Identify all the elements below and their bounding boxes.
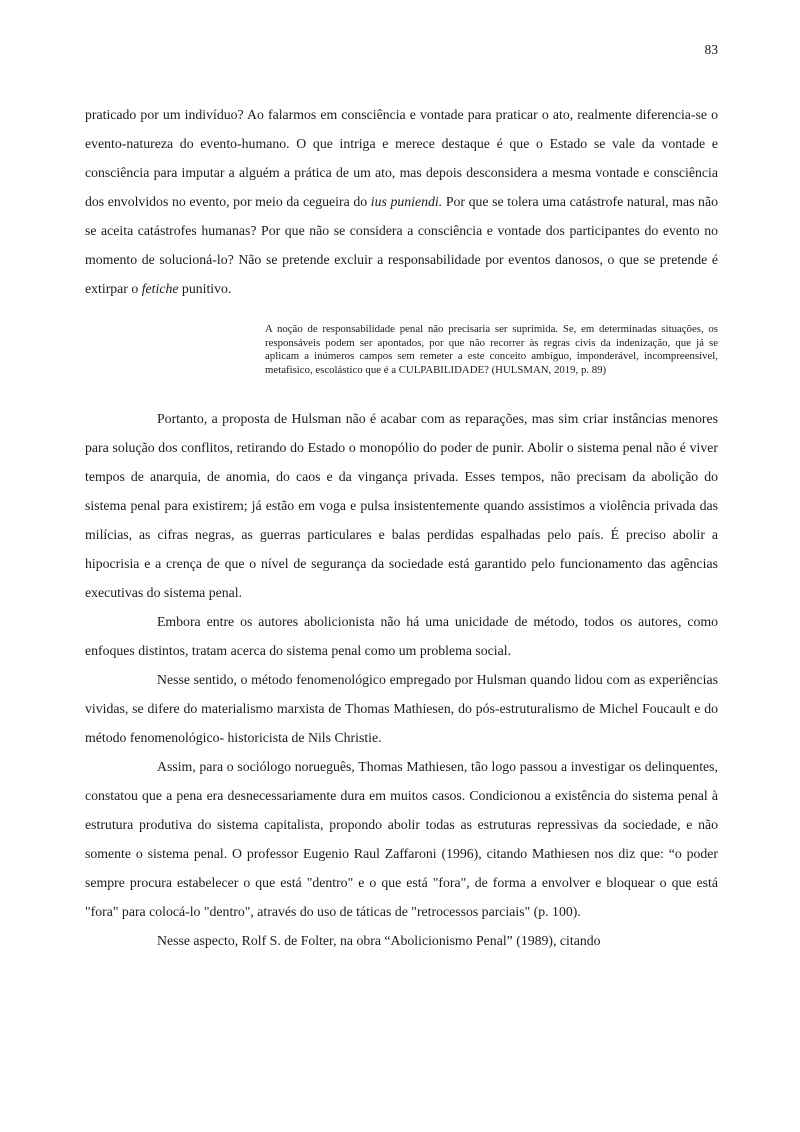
paragraph: Nesse aspecto, Rolf S. de Folter, na obra “Abolicionismo Penal” (1989), citando [157,933,601,949]
page-content [85,100,718,955]
paragraph: praticado por um indivíduo? Ao falarmos em consciência e vontade para praticar o ato, realmente diferencia-se o evento-natureza do evento-humano. O que intriga e merece destaque é que o Estado se vale da vontade e consciência para imputar a alguém a prática de um ato, mas depois desconsidera a mesma vontade e consciência dos envolvidos no evento, por meio da cegueira do ius puniendi. Por que se tolera uma catástrofe natural, mas não se aceita catástrofes humanas? Por que não se considera a consciência e vontade dos participantes do evento no momento de solucioná-lo? Não se pretende excluir a responsabilidade por eventos danosos, o que se pretende é extirpar o fetiche punitivo. [85,107,718,296]
block-quote: A noção de responsabilidade penal não precisaria ser suprimida. Se, em determinadas situações, os responsáveis podem ser apontados, por que não recorrer às regras civis da indenização, que já se aplicam a inúmeros campos sem remeter a este conceito ambíguo, imponderável, incompreensível, metafisico, escolástico que é a CULPABILIDADE? (HULSMAN, 2019, p. 89) [265,323,718,376]
paragraph: Portanto, a proposta de Hulsman não é acabar com as reparações, mas sim criar instâncias menores para solução dos conflitos, retirando do Estado o monopólio do poder de punir. Abolir o sistema penal não é viver tempos de anarquia, de anomia, do caos e da vingança privada. Esses tempos, não precisam da abolição do sistema penal para existirem; já estão em voga e pulsa insistentemente quando assistimos a violência privada das milícias, as cifras negras, as guerras particulares e balas perdidas espalhadas pelo país. É preciso abolir a hipocrisia e a crença de que o nível de segurança da sociedade está garantido pelo funcionamento das agências executivas do sistema penal. [85,411,718,601]
paragraph: Nesse sentido, o método fenomenológico empregado por Hulsman quando lidou com as experiências vividas, se difere do materialismo marxista de Thomas Mathiesen, do pós-estruturalismo de Michel Foucault e do método fenomenológico- historicista de Nils Christie. [85,672,718,746]
paragraph: Assim, para o sociólogo norueguês, Thomas Mathiesen, tão logo passou a investigar os delinquentes, constatou que a pena era desnecessariamente dura em muitos casos. Condicionou a existência do sistema penal à estrutura produtiva do sistema capitalista, propondo abolir todas as estruturas repressivas da sociedade, e não somente o sistema penal. O professor Eugenio Raul Zaffaroni (1996), citando Mathiesen nos diz que: “o poder sempre procura estabelecer o que está "dentro" e o que está "fora", de forma a envolver e bloquear o que está "fora" para colocá-lo "dentro", através do uso de táticas de "retrocessos parciais" (p. 100). [85,759,718,920]
page-number: 83 [704,42,718,57]
paragraph: Embora entre os autores abolicionista não há uma unicidade de método, todos os autores, como enfoques distintos, tratam acerca do sistema penal como um problema social. [85,614,718,659]
